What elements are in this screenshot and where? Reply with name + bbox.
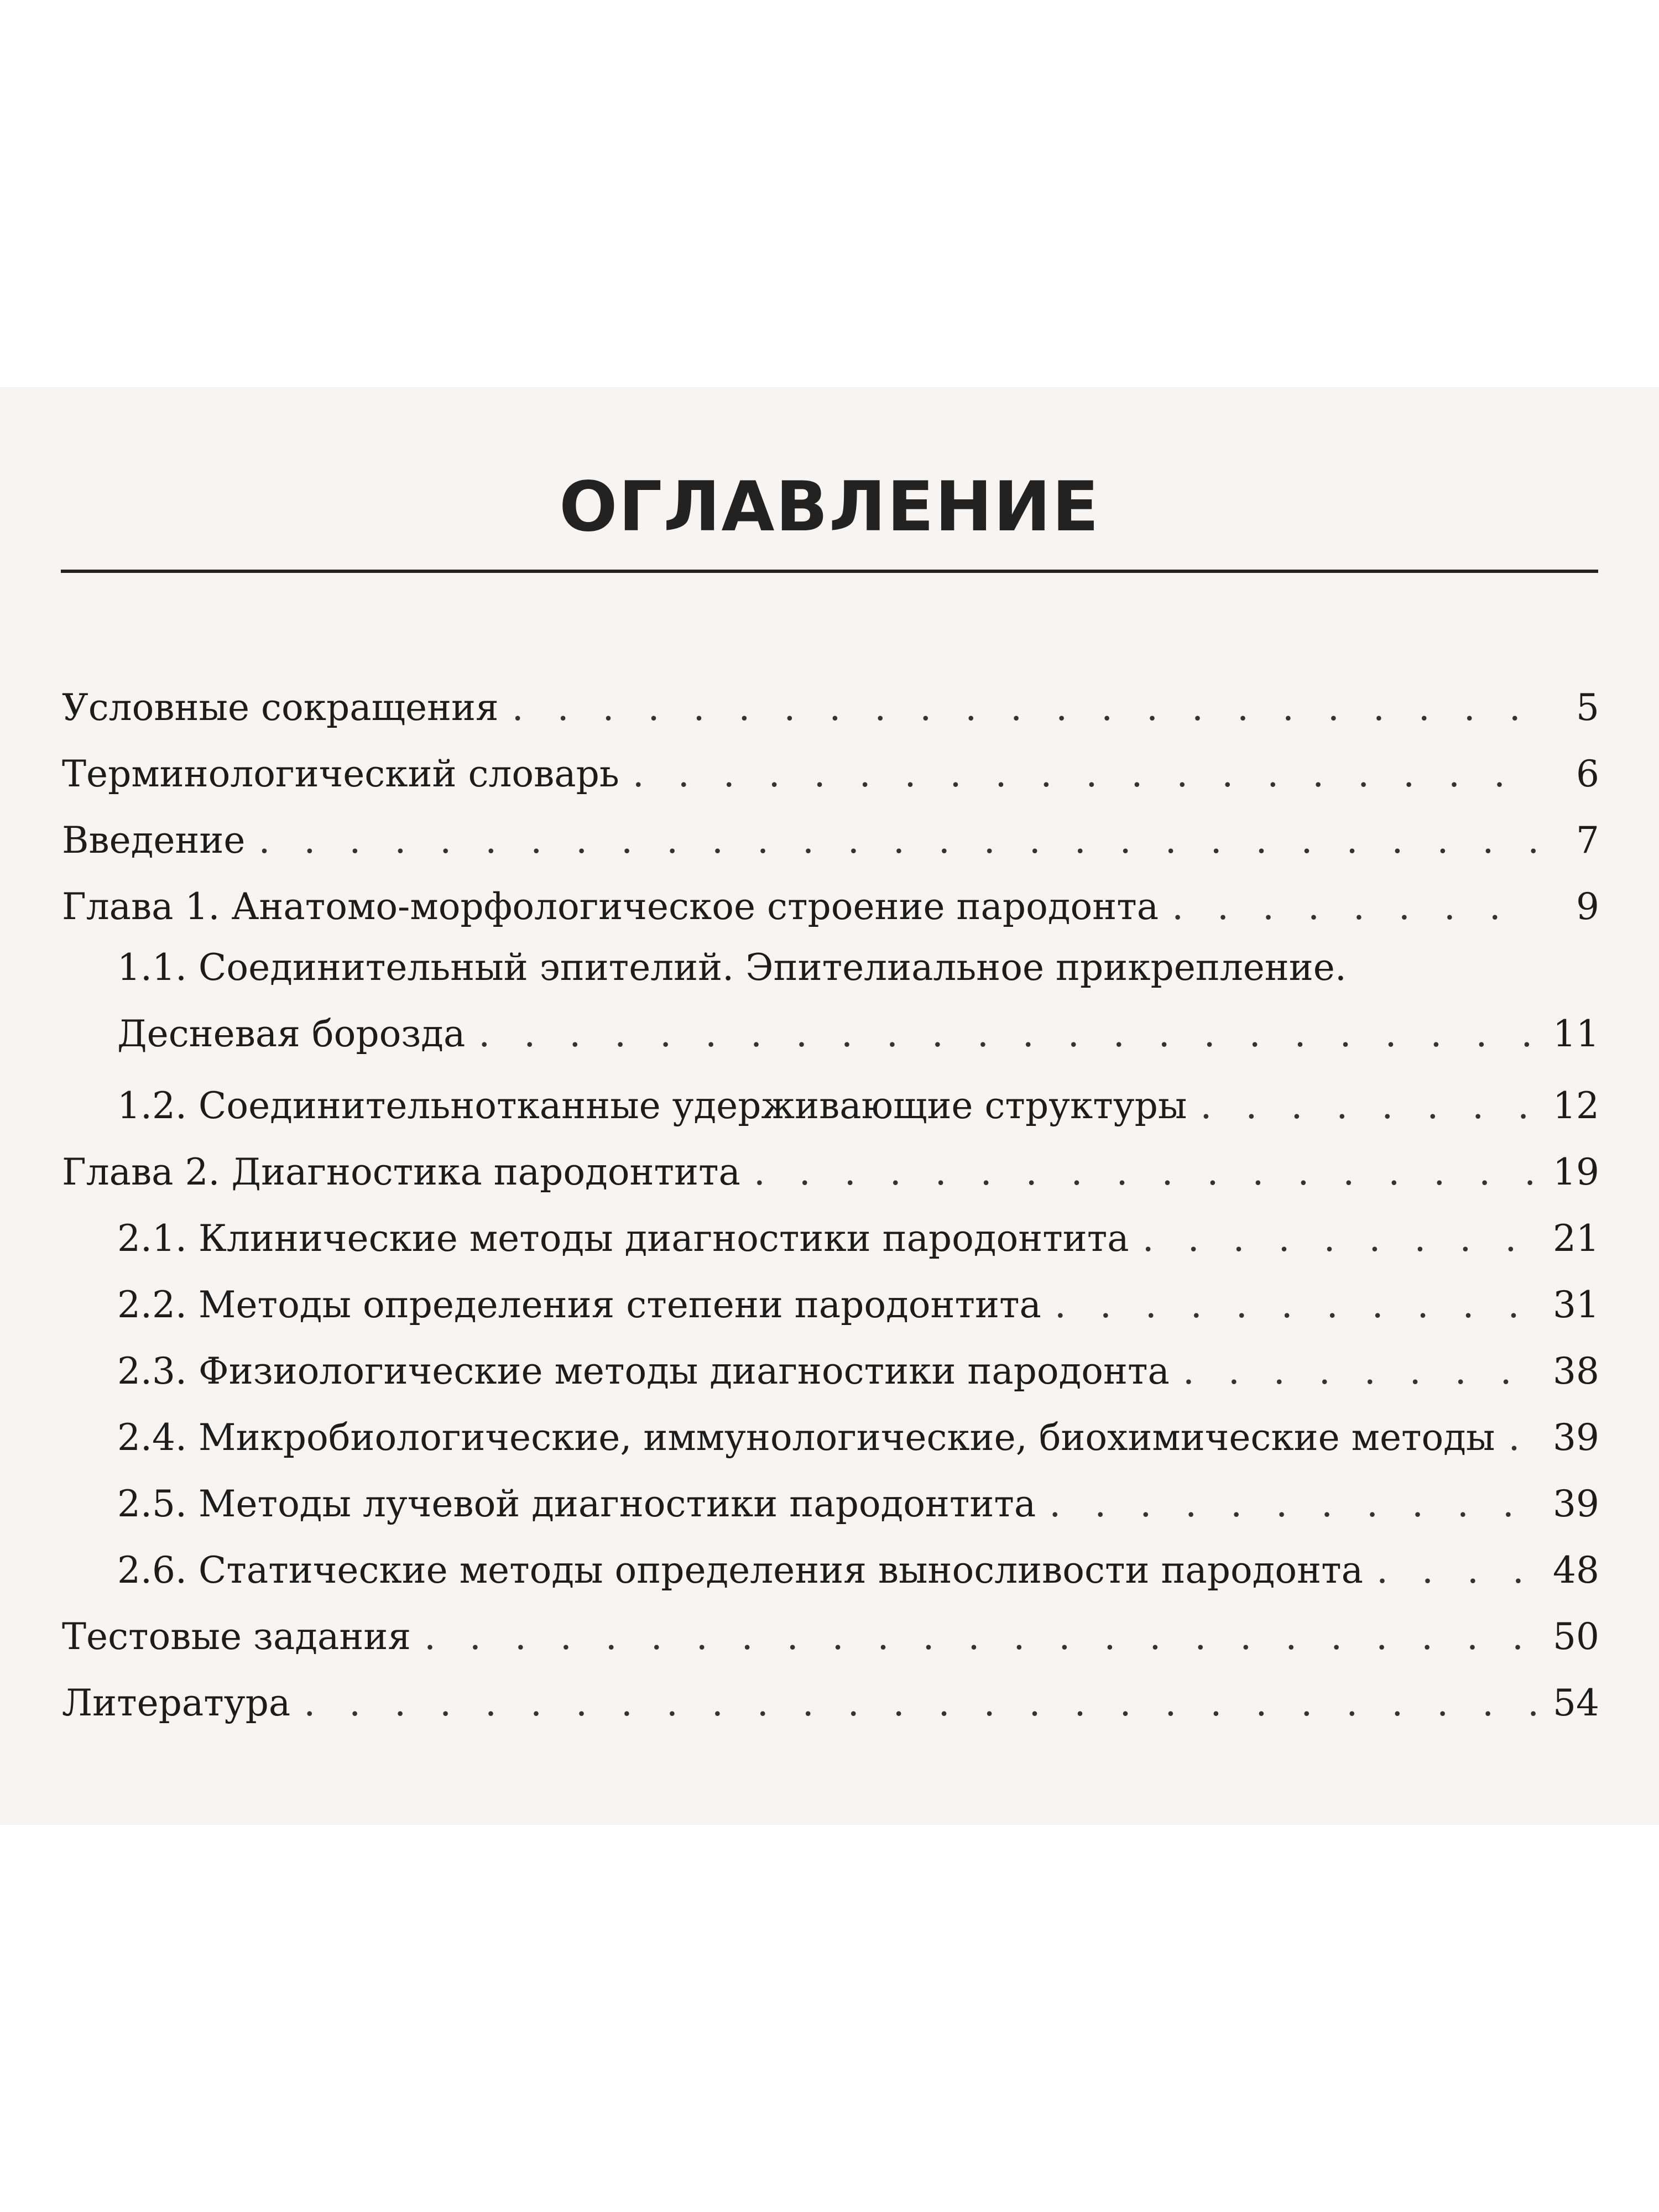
toc-entry-abbreviations xyxy=(62,672,1599,738)
dot-leader xyxy=(1183,1341,1536,1402)
title-underline xyxy=(61,570,1598,573)
toc-entry-label: Глава 1. Анатомо-морфологическое строение пародонта xyxy=(62,885,1159,928)
toc-entry-label: Терминологический словарь xyxy=(62,753,619,795)
dot-leader xyxy=(1142,1208,1536,1269)
toc-entry-label: Тестовые задания xyxy=(62,1615,411,1658)
toc-entry-label: 2.5. Методы лучевой диагностики пародонтита xyxy=(117,1483,1036,1525)
toc-entry-label: 2.4. Микробиологические, иммунологические, биохимические методы xyxy=(117,1416,1495,1459)
toc-entry-page: 39 xyxy=(1553,1416,1599,1459)
toc-entry-label: Введение xyxy=(62,819,246,862)
table-of-contents xyxy=(62,672,1599,1734)
dot-leader xyxy=(304,1673,1536,1734)
dot-leader xyxy=(478,1004,1536,1065)
toc-entry-glossary xyxy=(62,738,1599,805)
toc-entry-page: 31 xyxy=(1553,1284,1599,1326)
toc-entry-page: 6 xyxy=(1576,753,1599,795)
dot-leader xyxy=(754,1142,1536,1203)
toc-entry-label: 2.2. Методы определения степени пародонтита xyxy=(117,1284,1041,1326)
toc-entry-page: 38 xyxy=(1553,1350,1599,1392)
toc-entry-label: 2.3. Физиологические методы диагностики пародонта xyxy=(117,1350,1170,1392)
toc-entry-literature xyxy=(62,1667,1599,1734)
dot-leader xyxy=(633,744,1536,805)
toc-entry-page: 39 xyxy=(1553,1483,1599,1525)
toc-entry-section-2-4 xyxy=(62,1402,1599,1468)
page-title: ОГЛАВЛЕНИЕ xyxy=(559,467,1100,547)
dot-leader xyxy=(1049,1474,1536,1535)
toc-entry-section-2-3 xyxy=(62,1335,1599,1402)
toc-entry-page: 21 xyxy=(1553,1217,1599,1260)
toc-entry-chapter-2 xyxy=(62,1136,1599,1203)
dot-leader xyxy=(1508,1407,1536,1468)
toc-entry-label: Литература xyxy=(62,1682,291,1724)
toc-entry-section-2-5 xyxy=(62,1468,1599,1535)
toc-entry-page: 11 xyxy=(1553,1013,1599,1055)
toc-entry-tests xyxy=(62,1601,1599,1667)
toc-entry-introduction xyxy=(62,805,1599,871)
toc-entry-page: 9 xyxy=(1576,885,1599,928)
toc-entry-page: 54 xyxy=(1553,1682,1599,1724)
toc-entry-label: Условные сокращения xyxy=(62,686,499,729)
dot-leader xyxy=(1200,1076,1536,1136)
toc-entry-section-1-2 xyxy=(62,1070,1599,1136)
toc-entry-label: 2.6. Статические методы определения выносливости пародонта xyxy=(117,1549,1363,1592)
toc-entry-label: Глава 2. Диагностика пародонтита xyxy=(62,1151,740,1193)
dot-leader xyxy=(424,1606,1536,1667)
toc-entry-page: 50 xyxy=(1553,1615,1599,1658)
toc-entry-page: 5 xyxy=(1576,686,1599,729)
toc-entry-page: 12 xyxy=(1553,1084,1599,1127)
toc-entry-label-line-2: Десневая борозда xyxy=(117,1013,466,1055)
toc-entry-label: 2.1. Клинические методы диагностики пародонтита xyxy=(117,1217,1129,1260)
toc-entry-chapter-1 xyxy=(62,871,1599,937)
toc-entry-section-1-1 xyxy=(62,937,1599,1070)
toc-entry-label-line-1: 1.1. Соединительный эпителий. Эпителиальное прикрепление. xyxy=(117,946,1347,989)
toc-entry-section-2-2 xyxy=(62,1269,1599,1335)
dot-leader xyxy=(1376,1540,1536,1601)
toc-entry-section-2-1 xyxy=(62,1203,1599,1269)
dot-leader xyxy=(1055,1275,1536,1335)
toc-entry-page: 7 xyxy=(1576,819,1599,862)
dot-leader xyxy=(512,677,1536,738)
toc-entry-section-2-6 xyxy=(62,1535,1599,1601)
toc-entry-label: 1.2. Соединительнотканные удерживающие структуры xyxy=(117,1084,1187,1127)
toc-entry-page: 19 xyxy=(1553,1151,1599,1193)
dot-leader xyxy=(1172,877,1536,937)
dot-leader xyxy=(258,810,1536,871)
toc-entry-page: 48 xyxy=(1553,1549,1599,1592)
